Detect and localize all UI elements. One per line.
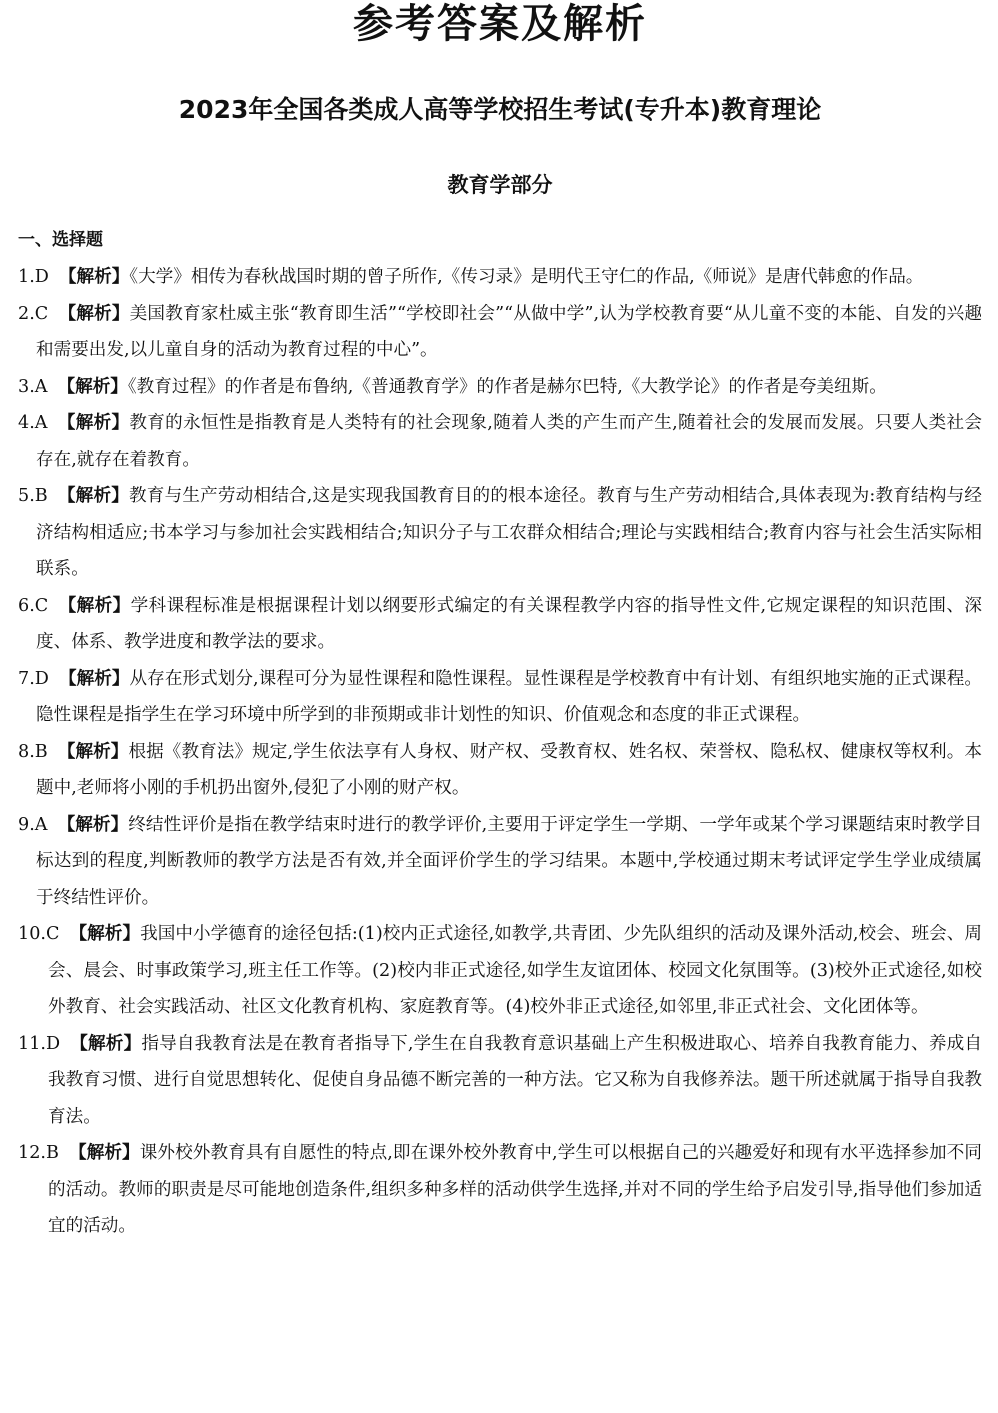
- analysis-tag: 【解析】: [70, 1033, 142, 1054]
- question-explanation: 从存在形式划分,课程可分为显性课程和隐性课程。显性课程是学校教育中有计划、有组织地实施的正式课程。隐性课程是指学生在学习环境中所学到的非预期或非计划性的知识、价值观念和态度的非正式课程。: [36, 668, 982, 725]
- analysis-tag: 【解析】: [68, 1143, 140, 1163]
- analysis-tag: 【解析】: [69, 924, 141, 944]
- question-item: [18, 661, 982, 734]
- part-title: 教育学部分: [447, 173, 553, 197]
- analysis-tag: 【解析】: [57, 413, 130, 433]
- question-item: [18, 369, 982, 406]
- question-explanation: 教育的永恒性是指教育是人类特有的社会现象,随着人类的产生而产生,随着社会的发展而发展。只要人类社会存在,就存在着教育。: [36, 413, 982, 470]
- section-heading: 一、选择题: [18, 230, 103, 250]
- question-answer: 8.B: [18, 741, 48, 762]
- question-answer: 2.C: [18, 303, 49, 324]
- question-item: [18, 1026, 982, 1136]
- question-answer: 11.D: [18, 1033, 61, 1054]
- question-explanation: 终结性评价是指在教学结束时进行的教学评价,主要用于评定学生一学期、一学年或某个学习课题结束时教学目标达到的程度,判断教师的教学方法是否有效,并全面评价学生的学习结果。本题中,学校通过期末考试评定学生学业成绩属于终结性评价。: [36, 814, 982, 908]
- question-item: [18, 259, 982, 296]
- question-explanation: 根据《教育法》规定,学生依法享有人身权、财产权、受教育权、姓名权、荣誉权、隐私权、健康权等权利。本题中,老师将小刚的手机扔出窗外,侵犯了小刚的财产权。: [36, 741, 982, 798]
- question-explanation: 我国中小学德育的途径包括:(1)校内正式途径,如教学,共青团、少先队组织的活动及课外活动,校会、班会、周会、晨会、时事政策学习,班主任工作等。(2)校内非正式途径,如学生友谊团体、校园文化氛围等。(3)校外正式途径,如校外教育、社会实践活动、社区文化教育机构、家庭教育等。(4)校外非正式途径,如邻里,非正式社会、文化团体等。: [48, 924, 982, 1017]
- question-item: [18, 734, 982, 807]
- question-answer: 10.C: [18, 924, 60, 944]
- analysis-tag: 【解析】: [57, 486, 130, 506]
- question-answer: 4.A: [18, 413, 48, 433]
- analysis-tag: 【解析】: [57, 814, 129, 835]
- question-item: [18, 588, 982, 661]
- question-item: [18, 478, 982, 588]
- analysis-tag: 【解析】: [57, 741, 129, 762]
- question-answer: 6.C: [18, 595, 49, 616]
- question-answer: 9.A: [18, 814, 48, 835]
- question-explanation: 《教育过程》的作者是布鲁纳,《普通教育学》的作者是赫尔巴特,《大教学论》的作者是夸美纽斯。: [127, 376, 887, 397]
- analysis-tag: 【解析】: [58, 595, 131, 616]
- question-answer: 3.A: [18, 376, 48, 397]
- analysis-tag: 【解析】: [57, 376, 128, 397]
- analysis-tag: 【解析】: [58, 668, 130, 689]
- question-item: [18, 1135, 982, 1245]
- question-explanation: 教育与生产劳动相结合,这是实现我国教育目的的根本途径。教育与生产劳动相结合,具体表现为:教育结构与经济结构相适应;书本学习与参加社会实践相结合;知识分子与工农群众相结合;理论与实践相结合;教育内容与社会生活实际相联系。: [36, 486, 982, 579]
- question-list: [18, 259, 982, 1245]
- question-item: [18, 405, 982, 478]
- exam-subtitle: 2023年全国各类成人高等学校招生考试(专升本)教育理论: [178, 95, 822, 124]
- question-explanation: 美国教育家杜威主张“教育即生活”“学校即社会”“从做中学”,认为学校教育要“从儿童不变的本能、自发的兴趣和需要出发,以儿童自身的活动为教育过程的中心”。: [36, 303, 982, 360]
- question-explanation: 指导自我教育法是在教育者指导下,学生在自我教育意识基础上产生积极进取心、培养自我教育能力、养成自我教育习惯、进行自觉思想转化、促使自身品德不断完善的一种方法。它又称为自我修养法。题干所述就属于指导自我教育法。: [48, 1033, 982, 1127]
- question-explanation: 《大学》相传为春秋战国时期的曾子所作,《传习录》是明代王守仁的作品,《师说》是唐代韩愈的作品。: [129, 267, 924, 287]
- question-answer: 5.B: [18, 486, 48, 506]
- question-answer: 7.D: [18, 668, 49, 689]
- question-explanation: 学科课程标准是根据课程计划以纲要形式编定的有关课程教学内容的指导性文件,它规定课程的知识范围、深度、体系、教学进度和教学法的要求。: [36, 595, 982, 652]
- analysis-tag: 【解析】: [58, 267, 130, 287]
- question-answer: 12.B: [18, 1143, 59, 1163]
- question-item: [18, 807, 982, 917]
- question-answer: 1.D: [18, 267, 49, 287]
- analysis-tag: 【解析】: [58, 303, 130, 324]
- page-title: 参考答案及解析: [353, 1, 647, 47]
- question-explanation: 课外校外教育具有自愿性的特点,即在课外校外教育中,学生可以根据自己的兴趣爱好和现有水平选择参加不同的活动。教师的职责是尽可能地创造条件,组织多种多样的活动供学生选择,并对不同的学生给予启发引导,指导他们参加适宜的活动。: [48, 1143, 982, 1236]
- question-item: [18, 296, 982, 369]
- question-item: [18, 916, 982, 1026]
